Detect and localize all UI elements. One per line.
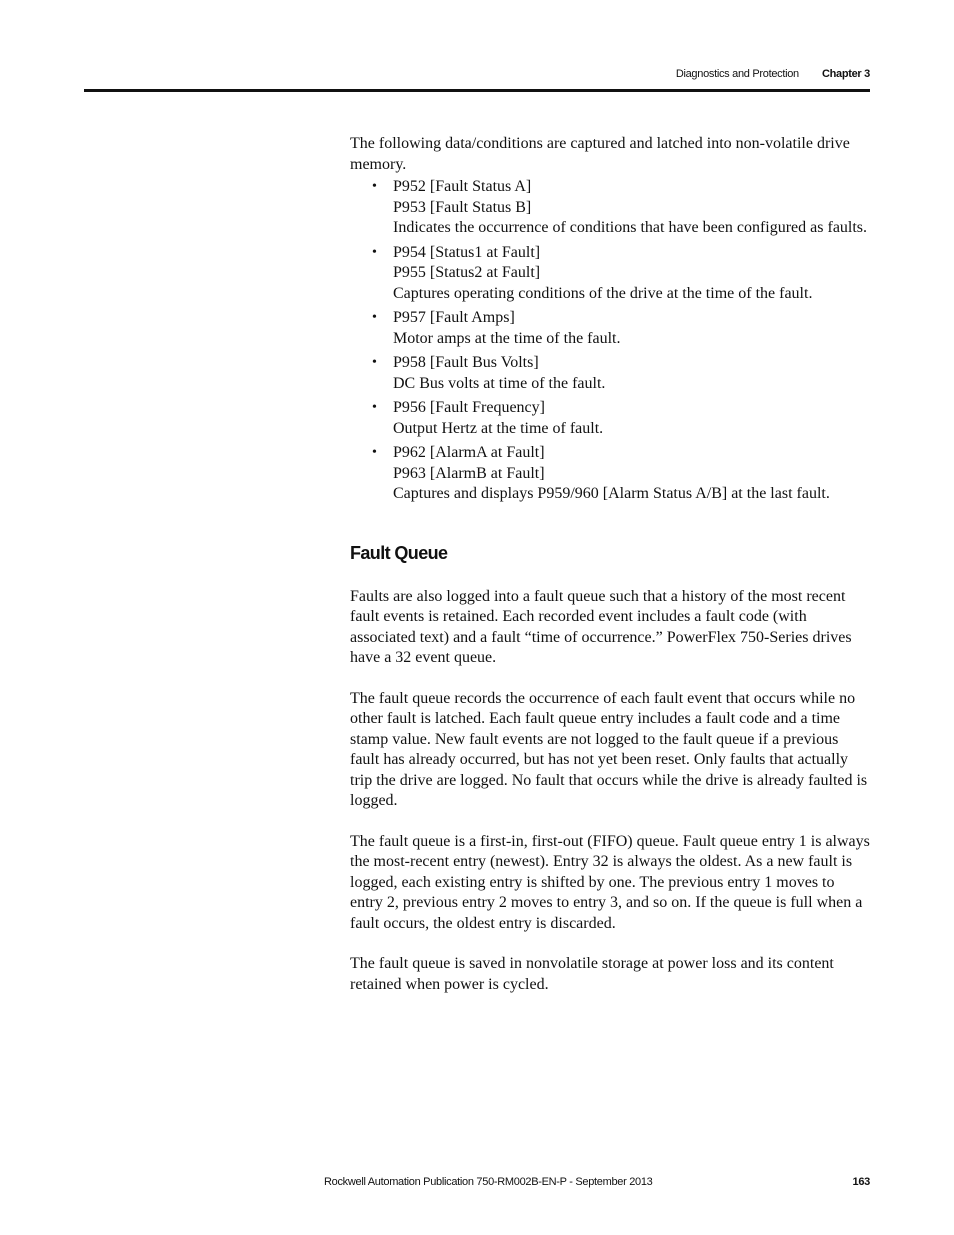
body-paragraph: The fault queue records the occurrence of each fault event that occurs while no other fault is latched. Each fault queue entry includes a fault code and a time stamp value. New fault events are not logged to the fault queue if a previous fault has already occurred, but has not yet been reset. Only faults that actually trip the drive are logged. No fault that occurs while the drive is already faulted is logged.	[350, 689, 868, 809]
list-item	[350, 177, 870, 239]
list-item-line: P956 [Fault Frequency]	[393, 399, 545, 416]
list-item-line: P958 [Fault Bus Volts]	[393, 354, 539, 371]
bullet-icon: •	[372, 355, 377, 370]
bullet-icon: •	[372, 445, 377, 460]
list-item-line: Motor amps at the time of the fault.	[393, 329, 621, 347]
list-item	[350, 243, 870, 305]
list-item-line: Output Hertz at the time of fault.	[393, 419, 604, 437]
list-item-line: DC Bus volts at time of the fault.	[393, 374, 606, 392]
captured-data-list	[350, 177, 870, 505]
bullet-icon: •	[372, 244, 377, 260]
bullet-icon: •	[372, 400, 377, 415]
list-item-line: P952 [Fault Status A]	[393, 178, 532, 195]
body-paragraph: Faults are also logged into a fault queue such that a history of the most recent fault events is retained. Each recorded event includes a fault code (with associated text) and a fault “time of occurrence.” PowerFlex 750-Series drives have a 32 event queue.	[350, 587, 852, 666]
list-item-line: P962 [AlarmA at Fault]	[393, 444, 545, 461]
list-item-line: Captures and displays P959/960 [Alarm Status A/B] at the last fault.	[393, 485, 830, 502]
list-item-line: P957 [Fault Amps]	[393, 309, 515, 326]
list-item-line: P963 [AlarmB at Fault]	[393, 464, 545, 482]
header-section-title: Diagnostics and Protection	[675, 68, 799, 80]
section-heading-fault-queue: Fault Queue	[350, 542, 448, 563]
list-item	[350, 398, 870, 439]
list-item-line: P954 [Status1 at Fault]	[393, 243, 541, 261]
list-item	[350, 443, 870, 505]
main-content	[350, 134, 870, 1015]
list-item	[350, 353, 870, 394]
publication-info: Rockwell Automation Publication 750-RM002B-EN-P - September 2013	[324, 1176, 653, 1188]
header-chapter-label: Chapter 3	[821, 68, 870, 80]
page-header	[84, 66, 870, 82]
list-item-line: P953 [Fault Status B]	[393, 198, 532, 216]
intro-paragraph: The following data/conditions are captured and latched into non-volatile drive memory.	[350, 135, 850, 173]
list-item-line: P955 [Status2 at Fault]	[393, 264, 541, 281]
list-item	[350, 308, 870, 349]
list-item-line: Captures operating conditions of the drive at the time of the fault.	[393, 284, 813, 302]
list-item-line: Indicates the occurrence of conditions that have been configured as faults.	[393, 219, 868, 236]
body-paragraph: The fault queue is a first-in, first-out (FIFO) queue. Fault queue entry 1 is always the most-recent entry (newest). Entry 32 is always the oldest. As a new fault is logged, each existing entry is shifted by one. The previous entry 1 moves to entry 2, previous entry 2 moves to entry 3, and so on. If the queue is full when a fault occurs, the oldest entry is discarded.	[350, 832, 870, 932]
page-footer	[84, 1174, 870, 1190]
header-divider	[84, 89, 870, 92]
body-paragraph: The fault queue is saved in nonvolatile storage at power loss and its content retained when power is cycled.	[350, 955, 834, 993]
bullet-icon: •	[372, 179, 377, 194]
bullet-icon: •	[372, 310, 377, 325]
page-number: 163	[852, 1176, 870, 1188]
